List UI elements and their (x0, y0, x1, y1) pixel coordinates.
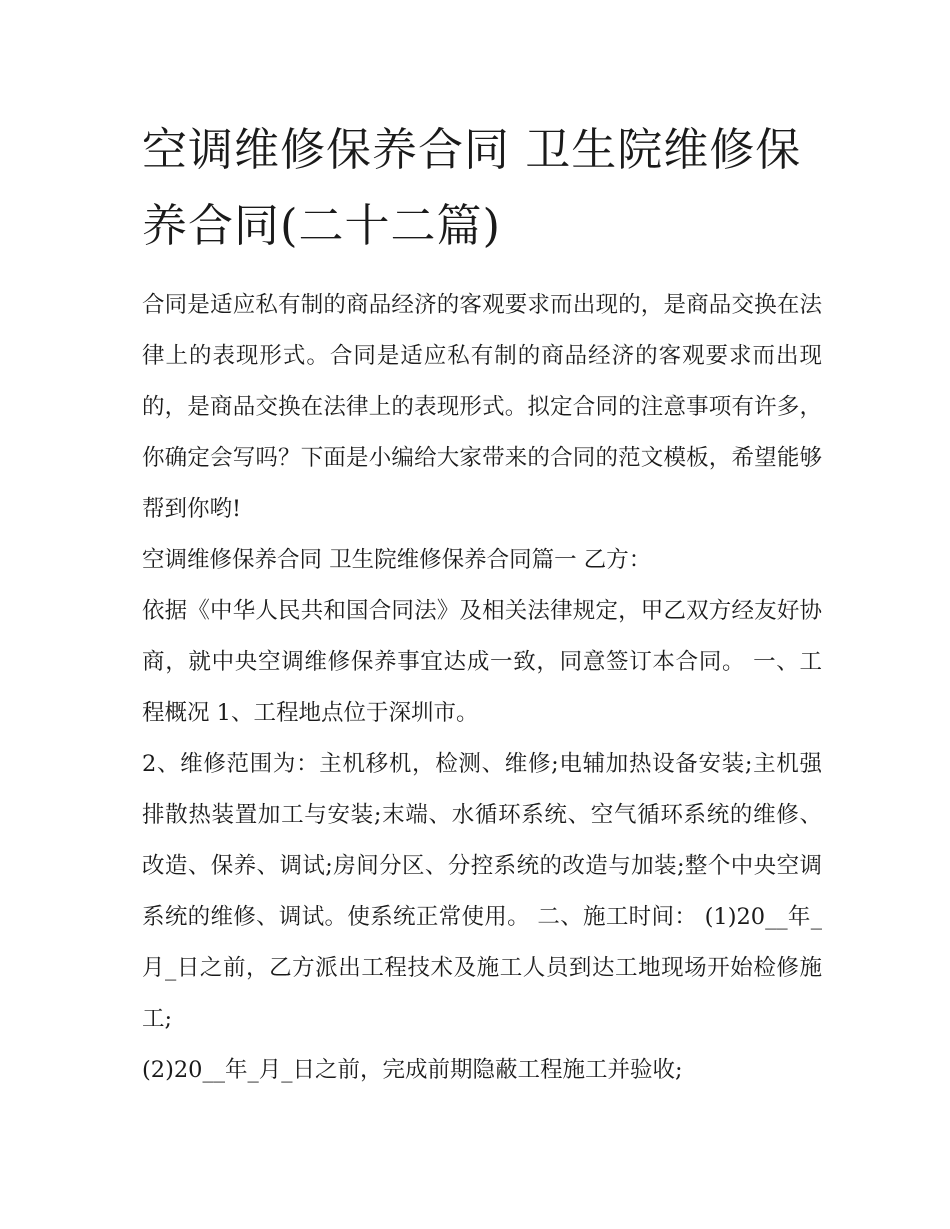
scope-paragraph: 2、维修范围为：主机移机，检测、维修;电辅加热设备安装;主机强排散热装置加工与安装;末端、水循环系统、空气循环系统的维修、改造、保养、调试;房间分区、分控系统的改造与加装;整个中央空调系统的维修、调试。使系统正常使用。 二、施工时间： (1)20__年_月_日之前，乙方派出工程技术及施工人员到达工地现场开始检修施工; (142, 751, 822, 1032)
document-page (142, 112, 822, 1096)
document-title: 空调维修保养合同 卫生院维修保养合同(二十二篇) (142, 123, 802, 252)
contract-basis-paragraph: 依据《中华人民共和国合同法》及相关法律规定，甲乙双方经友好协商，就中央空调维修保养事宜达成一致，同意签订本合同。 一、工程概况 1、工程地点位于深圳市。 (142, 598, 822, 726)
schedule-paragraph: (2)20__年_月_日之前，完成前期隐蔽工程施工并验收; (142, 1057, 683, 1083)
intro-paragraph: 合同是适应私有制的商品经济的客观要求而出现的，是商品交换在法律上的表现形式。合同是适应私有制的商品经济的客观要求而出现的，是商品交换在法律上的表现形式。拟定合同的注意事项有许多，你确定会写吗？下面是小编给大家带来的合同的范文模板，希望能够帮到你哟! (142, 292, 822, 522)
section-heading: 空调维修保养合同 卫生院维修保养合同篇一 乙方： (142, 547, 652, 573)
